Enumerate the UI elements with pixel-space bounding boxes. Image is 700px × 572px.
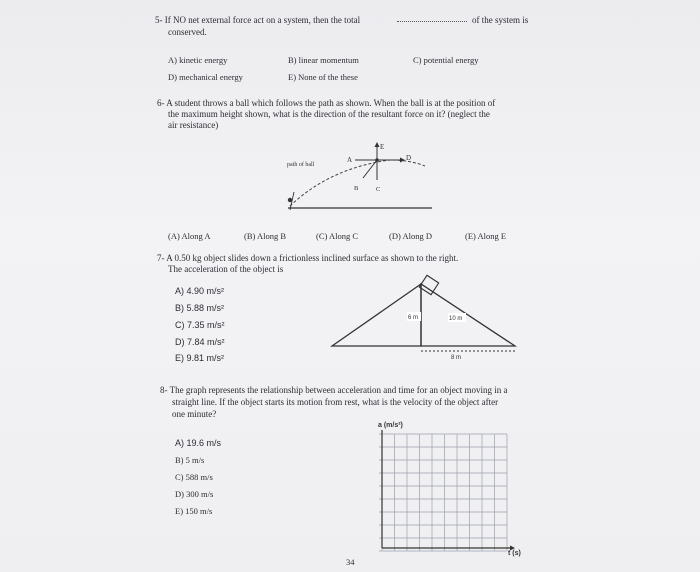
q6-option-d[interactable]: (D) Along D (389, 231, 432, 241)
q5-stem-end: of the system is (472, 15, 529, 25)
height-label: 6 m (408, 315, 419, 321)
label-a: A (347, 156, 353, 164)
q5-stem: 5- If NO net external force act on a system, then the total (155, 15, 361, 25)
q8-stem-line3: one minute? (172, 409, 217, 419)
q6-option-b[interactable]: (B) Along B (244, 231, 287, 241)
graph-grid (379, 434, 507, 551)
q6-option-c[interactable]: (C) Along C (316, 231, 359, 241)
q6-option-e[interactable]: (E) Along E (465, 231, 507, 241)
q5-stem-line2: conserved. (168, 27, 207, 37)
x-axis-label: t (s) (508, 550, 521, 557)
base-label: 8 m (451, 355, 462, 361)
incline-figure (325, 275, 520, 360)
q8-option-e[interactable]: E) 150 m/s (175, 506, 213, 516)
q7-stem-line1: 7- A 0.50 kg object slides down a frictionless inclined surface as shown to the right. (157, 253, 459, 263)
q7-stem-line2: The acceleration of the object is (168, 264, 284, 274)
label-c: C (376, 186, 381, 193)
q8-stem-line2: straight line. If the object starts its motion from rest, what is the velocity of the object after (172, 397, 499, 407)
q8-option-d[interactable]: D) 300 m/s (175, 489, 214, 499)
q6-stem-line1: 6- A student throws a ball which follows the path as shown. When the ball is at the position of (157, 98, 496, 108)
q5-option-b[interactable]: B) linear momentum (288, 55, 359, 65)
hypotenuse-label: 10 m (449, 316, 463, 322)
label-d: D (406, 154, 412, 162)
q5-option-c[interactable]: C) potential energy (413, 55, 479, 65)
q5-blank (397, 21, 467, 22)
q7-option-c[interactable]: C) 7.35 m/s² (175, 320, 225, 330)
label-b: B (354, 185, 359, 192)
q8-option-a[interactable]: A) 19.6 m/s (175, 438, 222, 448)
q7-option-e[interactable]: E) 9.81 m/s² (175, 353, 225, 363)
q5-option-a[interactable]: A) kinetic energy (168, 55, 228, 65)
y-axis-label: a (m/s²) (378, 422, 403, 429)
projectile-figure (270, 138, 440, 216)
acceleration-time-graph (370, 420, 540, 562)
q7-option-d[interactable]: D) 7.84 m/s² (175, 337, 225, 347)
q6-stem-line2: the maximum height shown, what is the direction of the resultant force on it? (neglect the (168, 109, 490, 119)
q8-option-c[interactable]: C) 588 m/s (175, 472, 213, 482)
q5-option-d[interactable]: D) mechanical energy (168, 72, 243, 82)
q5-option-e[interactable]: E) None of the these (288, 72, 358, 82)
path-of-ball-label: path of ball (287, 162, 315, 168)
q7-option-b[interactable]: B) 5.88 m/s² (175, 303, 225, 313)
q7-option-a[interactable]: A) 4.90 m/s² (175, 286, 225, 296)
page-number: 34 (346, 557, 355, 567)
label-e: E (380, 143, 385, 151)
q8-option-b[interactable]: B) 5 m/s (175, 455, 205, 465)
q6-option-a[interactable]: (A) Along A (168, 231, 211, 241)
q8-stem-line1: 8- The graph represents the relationship between acceleration and time for an object moving in a (160, 385, 508, 395)
q6-stem-line3: air resistance) (168, 120, 219, 130)
